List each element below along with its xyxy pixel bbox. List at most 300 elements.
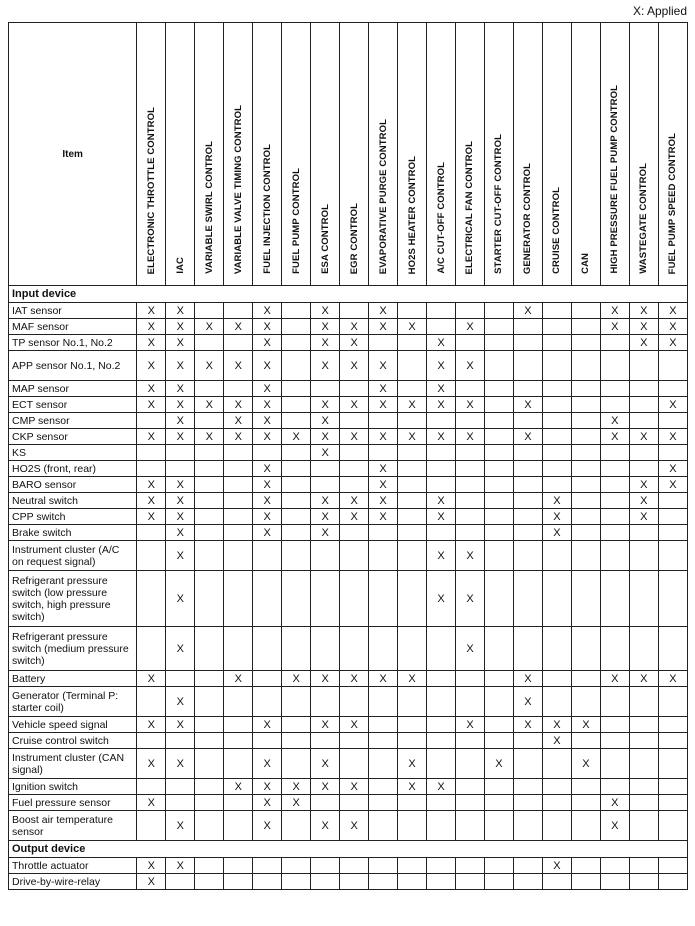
- empty-cell: [311, 541, 340, 571]
- row-label: CPP switch: [9, 509, 137, 525]
- column-header-label: ELECTRICAL FAN CONTROL: [464, 140, 476, 274]
- empty-cell: [513, 627, 542, 671]
- empty-cell: [542, 397, 571, 413]
- row-label: Boost air temperature sensor: [9, 811, 137, 841]
- empty-cell: [282, 627, 311, 671]
- applied-mark: X: [369, 303, 398, 319]
- applied-mark: X: [513, 687, 542, 717]
- empty-cell: [658, 381, 687, 397]
- table-row: [9, 874, 688, 890]
- empty-cell: [166, 461, 195, 477]
- empty-cell: [311, 874, 340, 890]
- empty-cell: [456, 671, 485, 687]
- empty-cell: [658, 811, 687, 841]
- column-header-label: ELECTRONIC THROTTLE CONTROL: [145, 106, 157, 274]
- empty-cell: [456, 477, 485, 493]
- applied-mark: X: [369, 477, 398, 493]
- empty-cell: [571, 687, 600, 717]
- empty-cell: [427, 687, 456, 717]
- empty-cell: [542, 811, 571, 841]
- control-matrix-table: [8, 22, 688, 890]
- empty-cell: [513, 381, 542, 397]
- empty-cell: [629, 541, 658, 571]
- empty-cell: [542, 687, 571, 717]
- empty-cell: [166, 795, 195, 811]
- applied-mark: X: [253, 749, 282, 779]
- empty-cell: [398, 477, 427, 493]
- empty-cell: [484, 319, 513, 335]
- empty-cell: [282, 413, 311, 429]
- empty-cell: [282, 397, 311, 413]
- applied-mark: X: [311, 811, 340, 841]
- empty-cell: [282, 509, 311, 525]
- empty-cell: [398, 493, 427, 509]
- applied-mark: X: [340, 319, 369, 335]
- empty-cell: [571, 525, 600, 541]
- applied-mark: X: [398, 429, 427, 445]
- column-header-label: IAC: [174, 257, 186, 274]
- empty-cell: [600, 858, 629, 874]
- empty-cell: [398, 687, 427, 717]
- empty-cell: [224, 541, 253, 571]
- empty-cell: [340, 303, 369, 319]
- empty-cell: [340, 858, 369, 874]
- empty-cell: [369, 445, 398, 461]
- empty-cell: [282, 351, 311, 381]
- empty-cell: [224, 795, 253, 811]
- empty-cell: [513, 351, 542, 381]
- empty-cell: [369, 749, 398, 779]
- empty-cell: [456, 493, 485, 509]
- applied-mark: X: [311, 509, 340, 525]
- empty-cell: [282, 493, 311, 509]
- empty-cell: [340, 413, 369, 429]
- empty-cell: [224, 687, 253, 717]
- empty-cell: [340, 445, 369, 461]
- empty-cell: [600, 733, 629, 749]
- applied-mark: X: [137, 671, 166, 687]
- empty-cell: [137, 413, 166, 429]
- empty-cell: [137, 461, 166, 477]
- empty-cell: [369, 525, 398, 541]
- empty-cell: [195, 525, 224, 541]
- applied-mark: X: [311, 413, 340, 429]
- empty-cell: [398, 811, 427, 841]
- empty-cell: [456, 413, 485, 429]
- empty-cell: [224, 571, 253, 627]
- row-label: Neutral switch: [9, 493, 137, 509]
- empty-cell: [398, 733, 427, 749]
- applied-mark: X: [513, 429, 542, 445]
- empty-cell: [600, 874, 629, 890]
- empty-cell: [195, 874, 224, 890]
- applied-mark: X: [137, 717, 166, 733]
- table-row: [9, 858, 688, 874]
- empty-cell: [571, 397, 600, 413]
- applied-mark: X: [340, 397, 369, 413]
- applied-mark: X: [137, 319, 166, 335]
- applied-mark: X: [166, 571, 195, 627]
- empty-cell: [195, 811, 224, 841]
- empty-cell: [571, 445, 600, 461]
- column-header: [253, 23, 282, 286]
- empty-cell: [166, 733, 195, 749]
- applied-mark: X: [311, 397, 340, 413]
- empty-cell: [427, 445, 456, 461]
- empty-cell: [484, 733, 513, 749]
- empty-cell: [600, 381, 629, 397]
- empty-cell: [427, 874, 456, 890]
- empty-cell: [398, 509, 427, 525]
- applied-mark: X: [166, 477, 195, 493]
- applied-mark: X: [658, 303, 687, 319]
- empty-cell: [369, 795, 398, 811]
- empty-cell: [658, 717, 687, 733]
- empty-cell: [195, 749, 224, 779]
- empty-cell: [456, 525, 485, 541]
- applied-mark: X: [166, 319, 195, 335]
- empty-cell: [484, 381, 513, 397]
- empty-cell: [253, 858, 282, 874]
- empty-cell: [600, 493, 629, 509]
- applied-mark: X: [224, 671, 253, 687]
- empty-cell: [658, 779, 687, 795]
- empty-cell: [600, 461, 629, 477]
- empty-cell: [224, 717, 253, 733]
- empty-cell: [456, 874, 485, 890]
- empty-cell: [166, 445, 195, 461]
- column-header-label: A/C CUT-OFF CONTROL: [435, 162, 447, 274]
- empty-cell: [369, 687, 398, 717]
- empty-cell: [484, 571, 513, 627]
- table-row: [9, 717, 688, 733]
- empty-cell: [658, 541, 687, 571]
- column-header-label: FUEL INJECTION CONTROL: [261, 144, 273, 274]
- empty-cell: [253, 671, 282, 687]
- empty-cell: [195, 445, 224, 461]
- empty-cell: [137, 525, 166, 541]
- empty-cell: [571, 461, 600, 477]
- column-header-label: VARIABLE SWIRL CONTROL: [203, 141, 215, 274]
- applied-mark: X: [166, 429, 195, 445]
- applied-mark: X: [195, 429, 224, 445]
- column-header-label: EGR CONTROL: [348, 202, 360, 274]
- column-header-label: FUEL PUMP CONTROL: [290, 168, 302, 274]
- row-label: ECT sensor: [9, 397, 137, 413]
- empty-cell: [456, 733, 485, 749]
- empty-cell: [542, 779, 571, 795]
- applied-mark: X: [224, 397, 253, 413]
- column-header: [513, 23, 542, 286]
- empty-cell: [195, 335, 224, 351]
- empty-cell: [195, 717, 224, 733]
- empty-cell: [484, 429, 513, 445]
- empty-cell: [484, 445, 513, 461]
- empty-cell: [658, 749, 687, 779]
- empty-cell: [542, 541, 571, 571]
- applied-mark: X: [398, 397, 427, 413]
- row-label: CKP sensor: [9, 429, 137, 445]
- section-row: [9, 841, 688, 858]
- column-header: [484, 23, 513, 286]
- empty-cell: [542, 413, 571, 429]
- table-row: [9, 351, 688, 381]
- applied-mark: X: [629, 319, 658, 335]
- empty-cell: [398, 413, 427, 429]
- empty-cell: [484, 811, 513, 841]
- applied-mark: X: [398, 779, 427, 795]
- empty-cell: [369, 413, 398, 429]
- table-row: [9, 811, 688, 841]
- column-header-label: HIGH PRESSURE FUEL PUMP CONTROL: [609, 85, 621, 274]
- applied-mark: X: [456, 541, 485, 571]
- applied-mark: X: [427, 541, 456, 571]
- table-row: [9, 381, 688, 397]
- applied-mark: X: [484, 749, 513, 779]
- empty-cell: [369, 627, 398, 671]
- empty-cell: [311, 627, 340, 671]
- empty-cell: [311, 795, 340, 811]
- empty-cell: [224, 477, 253, 493]
- legend-text: X: Applied: [632, 4, 687, 18]
- applied-mark: X: [369, 351, 398, 381]
- empty-cell: [658, 525, 687, 541]
- empty-cell: [398, 874, 427, 890]
- section-title: Input device: [9, 286, 688, 303]
- empty-cell: [427, 749, 456, 779]
- empty-cell: [224, 445, 253, 461]
- empty-cell: [542, 335, 571, 351]
- empty-cell: [195, 541, 224, 571]
- applied-mark: X: [340, 335, 369, 351]
- empty-cell: [340, 477, 369, 493]
- applied-mark: X: [542, 509, 571, 525]
- empty-cell: [282, 445, 311, 461]
- applied-mark: X: [340, 717, 369, 733]
- empty-cell: [253, 874, 282, 890]
- empty-cell: [571, 779, 600, 795]
- empty-cell: [513, 733, 542, 749]
- empty-cell: [571, 413, 600, 429]
- empty-cell: [658, 509, 687, 525]
- applied-mark: X: [600, 429, 629, 445]
- empty-cell: [456, 779, 485, 795]
- empty-cell: [398, 627, 427, 671]
- empty-cell: [629, 413, 658, 429]
- row-label: Brake switch: [9, 525, 137, 541]
- empty-cell: [484, 795, 513, 811]
- empty-cell: [195, 571, 224, 627]
- applied-mark: X: [456, 351, 485, 381]
- applied-mark: X: [253, 779, 282, 795]
- empty-cell: [253, 541, 282, 571]
- empty-cell: [195, 381, 224, 397]
- empty-cell: [137, 811, 166, 841]
- column-header: [195, 23, 224, 286]
- empty-cell: [571, 874, 600, 890]
- applied-mark: X: [340, 671, 369, 687]
- applied-mark: X: [311, 493, 340, 509]
- applied-mark: X: [398, 749, 427, 779]
- applied-mark: X: [456, 319, 485, 335]
- empty-cell: [282, 874, 311, 890]
- empty-cell: [369, 541, 398, 571]
- table-row: [9, 627, 688, 671]
- empty-cell: [542, 303, 571, 319]
- applied-mark: X: [166, 687, 195, 717]
- empty-cell: [398, 351, 427, 381]
- applied-mark: X: [253, 477, 282, 493]
- empty-cell: [253, 571, 282, 627]
- applied-mark: X: [166, 627, 195, 671]
- empty-cell: [600, 445, 629, 461]
- applied-mark: X: [311, 717, 340, 733]
- empty-cell: [484, 303, 513, 319]
- empty-cell: [282, 541, 311, 571]
- empty-cell: [311, 687, 340, 717]
- empty-cell: [571, 541, 600, 571]
- empty-cell: [484, 779, 513, 795]
- empty-cell: [137, 541, 166, 571]
- applied-mark: X: [253, 351, 282, 381]
- applied-mark: X: [340, 493, 369, 509]
- applied-mark: X: [253, 461, 282, 477]
- applied-mark: X: [311, 351, 340, 381]
- empty-cell: [427, 319, 456, 335]
- column-header-label: WASTEGATE CONTROL: [638, 163, 650, 274]
- applied-mark: X: [427, 493, 456, 509]
- empty-cell: [427, 717, 456, 733]
- applied-mark: X: [629, 671, 658, 687]
- column-header-label: STARTER CUT-OFF CONTROL: [493, 134, 505, 274]
- empty-cell: [398, 795, 427, 811]
- applied-mark: X: [369, 397, 398, 413]
- applied-mark: X: [137, 429, 166, 445]
- table-row: [9, 525, 688, 541]
- empty-cell: [658, 874, 687, 890]
- applied-mark: X: [224, 429, 253, 445]
- empty-cell: [542, 627, 571, 671]
- empty-cell: [137, 445, 166, 461]
- applied-mark: X: [166, 303, 195, 319]
- column-header: [311, 23, 340, 286]
- empty-cell: [600, 335, 629, 351]
- empty-cell: [340, 461, 369, 477]
- column-header: [137, 23, 166, 286]
- empty-cell: [166, 874, 195, 890]
- empty-cell: [282, 749, 311, 779]
- empty-cell: [456, 509, 485, 525]
- applied-mark: X: [195, 397, 224, 413]
- empty-cell: [427, 461, 456, 477]
- table-row: [9, 687, 688, 717]
- empty-cell: [513, 571, 542, 627]
- applied-mark: X: [456, 397, 485, 413]
- applied-mark: X: [166, 397, 195, 413]
- empty-cell: [629, 795, 658, 811]
- column-header: [340, 23, 369, 286]
- column-header-label: CAN: [580, 253, 592, 274]
- applied-mark: X: [629, 429, 658, 445]
- empty-cell: [456, 795, 485, 811]
- applied-mark: X: [629, 509, 658, 525]
- row-label: Instrument cluster (CAN signal): [9, 749, 137, 779]
- applied-mark: X: [340, 779, 369, 795]
- table-row: [9, 429, 688, 445]
- applied-mark: X: [542, 733, 571, 749]
- applied-mark: X: [542, 717, 571, 733]
- empty-cell: [456, 749, 485, 779]
- table-row: [9, 571, 688, 627]
- row-label: Instrument cluster (A/C on request signal): [9, 541, 137, 571]
- empty-cell: [629, 717, 658, 733]
- applied-mark: X: [542, 858, 571, 874]
- applied-mark: X: [253, 493, 282, 509]
- row-label: CMP sensor: [9, 413, 137, 429]
- table-row: [9, 303, 688, 319]
- empty-cell: [369, 335, 398, 351]
- applied-mark: X: [311, 335, 340, 351]
- row-label: Refrigerant pressure switch (low pressure switch, high pressure switch): [9, 571, 137, 627]
- column-header: [166, 23, 195, 286]
- applied-mark: X: [658, 477, 687, 493]
- empty-cell: [629, 627, 658, 671]
- empty-cell: [195, 795, 224, 811]
- empty-cell: [311, 733, 340, 749]
- table-row: [9, 541, 688, 571]
- applied-mark: X: [137, 858, 166, 874]
- empty-cell: [166, 671, 195, 687]
- empty-cell: [456, 445, 485, 461]
- table-row: [9, 509, 688, 525]
- empty-cell: [571, 733, 600, 749]
- table-row: [9, 779, 688, 795]
- applied-mark: X: [427, 381, 456, 397]
- applied-mark: X: [427, 509, 456, 525]
- applied-mark: X: [427, 571, 456, 627]
- applied-mark: X: [137, 477, 166, 493]
- empty-cell: [629, 687, 658, 717]
- empty-cell: [484, 717, 513, 733]
- empty-cell: [658, 571, 687, 627]
- empty-cell: [311, 858, 340, 874]
- empty-cell: [629, 749, 658, 779]
- empty-cell: [195, 303, 224, 319]
- applied-mark: X: [658, 671, 687, 687]
- applied-mark: X: [369, 509, 398, 525]
- empty-cell: [282, 319, 311, 335]
- empty-cell: [137, 571, 166, 627]
- applied-mark: X: [600, 811, 629, 841]
- applied-mark: X: [629, 303, 658, 319]
- empty-cell: [427, 733, 456, 749]
- applied-mark: X: [137, 874, 166, 890]
- column-header: [658, 23, 687, 286]
- empty-cell: [513, 477, 542, 493]
- empty-cell: [542, 381, 571, 397]
- column-header-row: [9, 23, 688, 286]
- empty-cell: [398, 858, 427, 874]
- empty-cell: [571, 811, 600, 841]
- applied-mark: X: [369, 493, 398, 509]
- empty-cell: [427, 525, 456, 541]
- empty-cell: [398, 445, 427, 461]
- applied-mark: X: [513, 671, 542, 687]
- empty-cell: [137, 627, 166, 671]
- empty-cell: [484, 397, 513, 413]
- empty-cell: [542, 477, 571, 493]
- applied-mark: X: [658, 335, 687, 351]
